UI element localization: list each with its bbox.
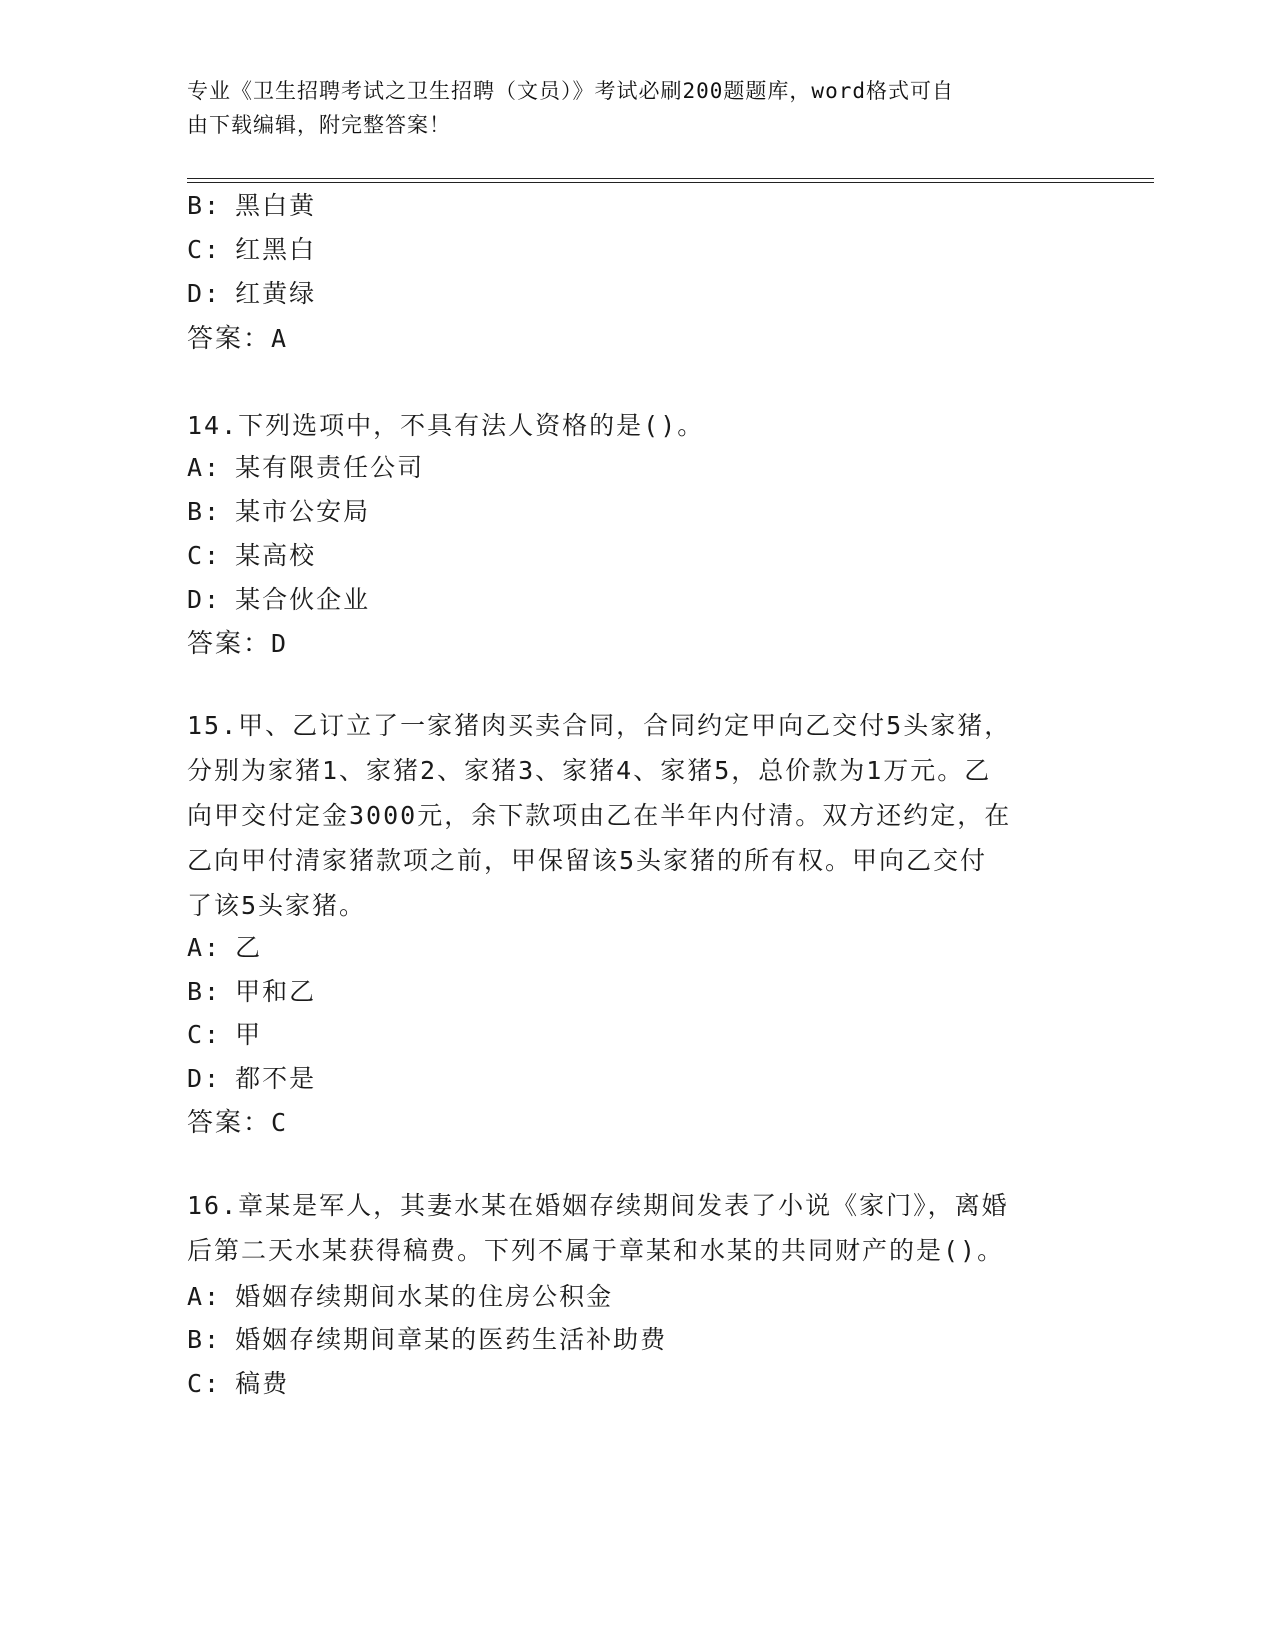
question-line: 向甲交付定金3000元，余下款项由乙在半年内付清。双方还约定，在: [187, 801, 1012, 830]
header-divider: [187, 178, 1154, 183]
option-d: D: 某合伙企业: [187, 585, 371, 614]
question-15-text: [187, 703, 1077, 928]
option-a: A: 乙: [187, 933, 263, 962]
question-line: 分别为家猪1、家猪2、家猪3、家猪4、家猪5，总价款为1万元。乙: [187, 756, 992, 785]
option-b: B: 甲和乙: [187, 977, 317, 1006]
header-line-1: 专业《卫生招聘考试之卫生招聘（文员）》考试必刷200题题库，word格式可自: [187, 79, 954, 103]
option-d: D: 红黄绿: [187, 279, 317, 308]
option-b: B: 某市公安局: [187, 497, 371, 526]
question-16-text: [187, 1183, 1077, 1273]
option-b: B: 婚姻存续期间章某的医药生活补助费: [187, 1325, 668, 1354]
answer-line: 答案：D: [187, 629, 289, 659]
document-header: [187, 74, 1067, 142]
question-line: 16.章某是军人，其妻水某在婚姻存续期间发表了小说《家门》，离婚: [187, 1191, 1009, 1220]
question-line: 了该5头家猪。: [187, 891, 367, 920]
question-line: 乙向甲付清家猪款项之前，甲保留该5头家猪的所有权。甲向乙交付: [187, 846, 988, 875]
option-b: B: 黑白黄: [187, 191, 317, 220]
header-line-2: 由下载编辑，附完整答案！: [187, 113, 451, 137]
option-c: C: 红黑白: [187, 235, 317, 264]
option-a: A: 婚姻存续期间水某的住房公积金: [187, 1282, 614, 1311]
question-14-text: 14.下列选项中，不具有法人资格的是()。: [187, 411, 705, 440]
option-c: C: 某高校: [187, 541, 317, 570]
option-d: D: 都不是: [187, 1064, 317, 1093]
answer-line: 答案：A: [187, 324, 289, 354]
option-a: A: 某有限责任公司: [187, 453, 425, 482]
answer-line: 答案：C: [187, 1108, 289, 1138]
option-c: C: 甲: [187, 1020, 263, 1049]
option-c: C: 稿费: [187, 1369, 290, 1398]
question-line: 后第二天水某获得稿费。下列不属于章某和水某的共同财产的是()。: [187, 1236, 1005, 1265]
question-line: 15.甲、乙订立了一家猪肉买卖合同，合同约定甲向乙交付5头家猪，: [187, 711, 1012, 740]
